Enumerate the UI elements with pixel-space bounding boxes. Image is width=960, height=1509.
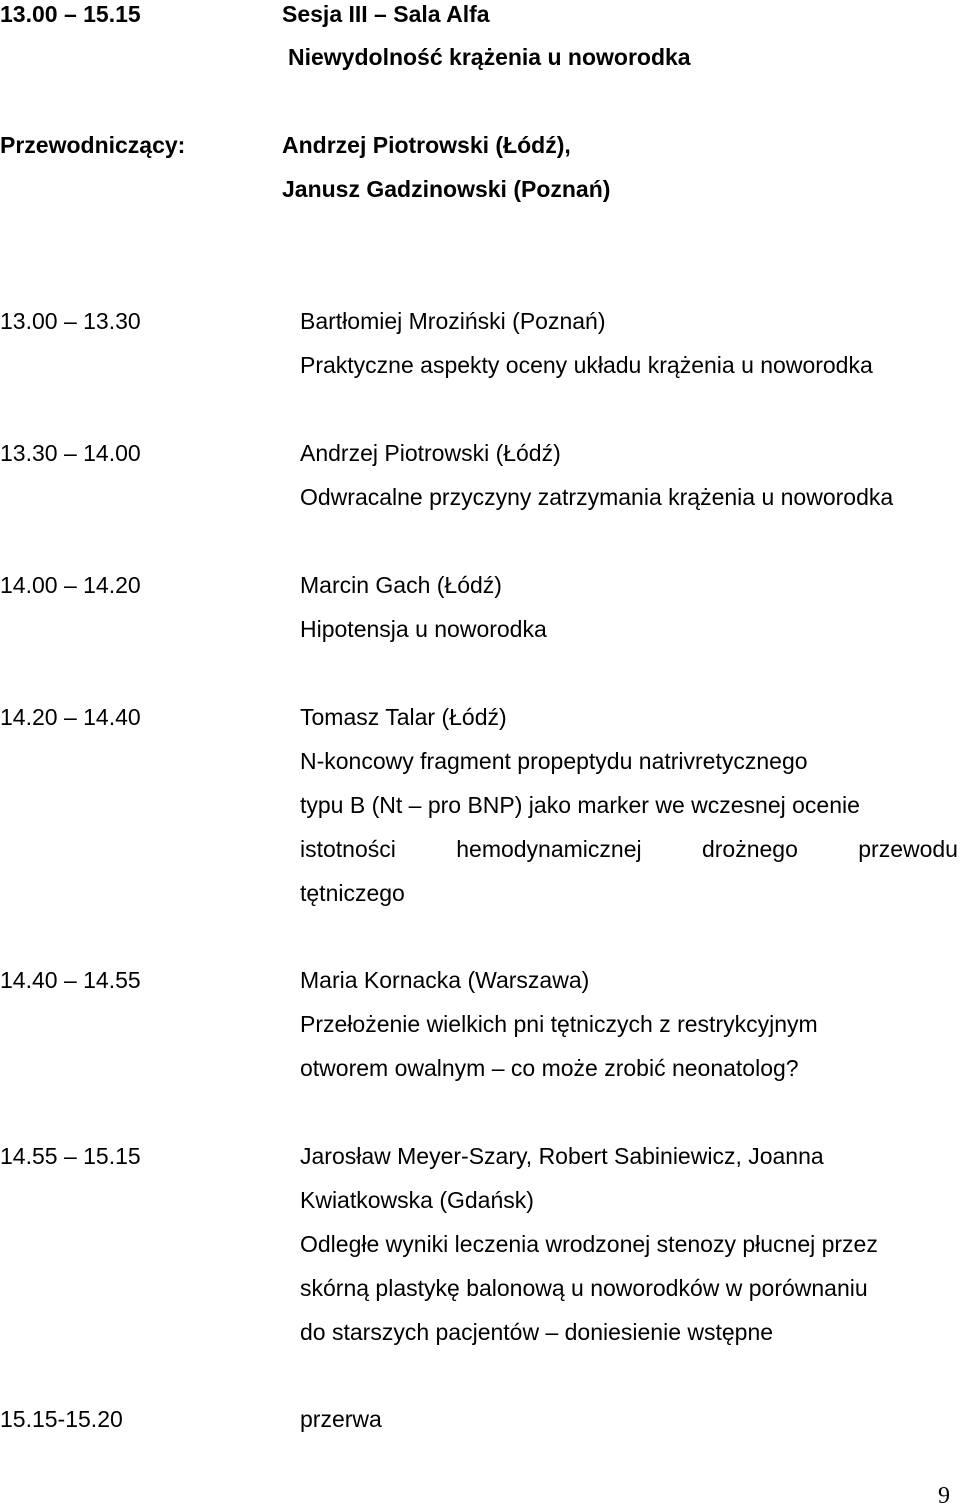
page-number: 9 — [938, 1483, 950, 1509]
talk-title-word: hemodynamicznej — [456, 836, 642, 862]
talk-speaker: Jarosław Meyer-Szary, Robert Sabiniewicz, Joanna — [300, 1143, 824, 1169]
chairs-label: Przewodniczący: — [0, 132, 186, 158]
chair-name: Janusz Gadzinowski (Poznań) — [282, 176, 611, 202]
talk-title: tętniczego — [300, 880, 405, 906]
break-time: 15.15-15.20 — [0, 1406, 123, 1432]
talk-time: 14.00 – 14.20 — [0, 572, 141, 598]
talk-title-word: istotności — [300, 836, 396, 862]
chair-name: Andrzej Piotrowski (Łódź), — [282, 132, 571, 158]
talk-speaker: Marcin Gach (Łódź) — [300, 572, 502, 598]
session-time: 13.00 – 15.15 — [0, 1, 141, 27]
talk-title: otworem owalnym – co może zrobić neonatolog? — [300, 1055, 799, 1081]
talk-speaker: Maria Kornacka (Warszawa) — [300, 967, 590, 993]
talk-time: 14.40 – 14.55 — [0, 967, 141, 993]
talk-title: Przełożenie wielkich pni tętniczych z restrykcyjnym — [300, 1011, 818, 1037]
talk-time: 13.00 – 13.30 — [0, 308, 141, 334]
talk-title-justified-line — [300, 835, 958, 863]
talk-title: N-koncowy fragment propeptydu natrivretycznego — [300, 748, 808, 774]
talk-title: typu B (Nt – pro BNP) jako marker we wczesnej ocenie — [300, 792, 860, 818]
talk-title-word: drożnego — [701, 836, 798, 862]
break-label: przerwa — [300, 1406, 382, 1432]
talk-title: Odległe wyniki leczenia wrodzonej stenozy płucnej przez — [300, 1231, 878, 1257]
talk-title: skórną plastykę balonową u noworodków w porównaniu — [300, 1275, 868, 1301]
talk-speaker: Bartłomiej Mroziński (Poznań) — [300, 308, 606, 334]
talk-title: do starszych pacjentów – doniesienie wstępne — [300, 1319, 774, 1345]
session-title: Sesja III – Sala Alfa — [282, 1, 490, 27]
session-subtitle: Niewydolność krążenia u noworodka — [288, 44, 691, 70]
talk-speaker: Kwiatkowska (Gdańsk) — [300, 1187, 534, 1213]
talk-title-word: przewodu — [858, 836, 958, 862]
talk-time: 13.30 – 14.00 — [0, 440, 141, 466]
talk-time: 14.55 – 15.15 — [0, 1143, 141, 1169]
talk-speaker: Andrzej Piotrowski (Łódź) — [300, 440, 561, 466]
talk-title: Praktyczne aspekty oceny układu krążenia u noworodka — [300, 352, 873, 378]
talk-title: Odwracalne przyczyny zatrzymania krążenia u noworodka — [300, 484, 894, 510]
talk-title: Hipotensja u noworodka — [300, 616, 547, 642]
talk-time: 14.20 – 14.40 — [0, 704, 141, 730]
talk-speaker: Tomasz Talar (Łódź) — [300, 704, 507, 730]
